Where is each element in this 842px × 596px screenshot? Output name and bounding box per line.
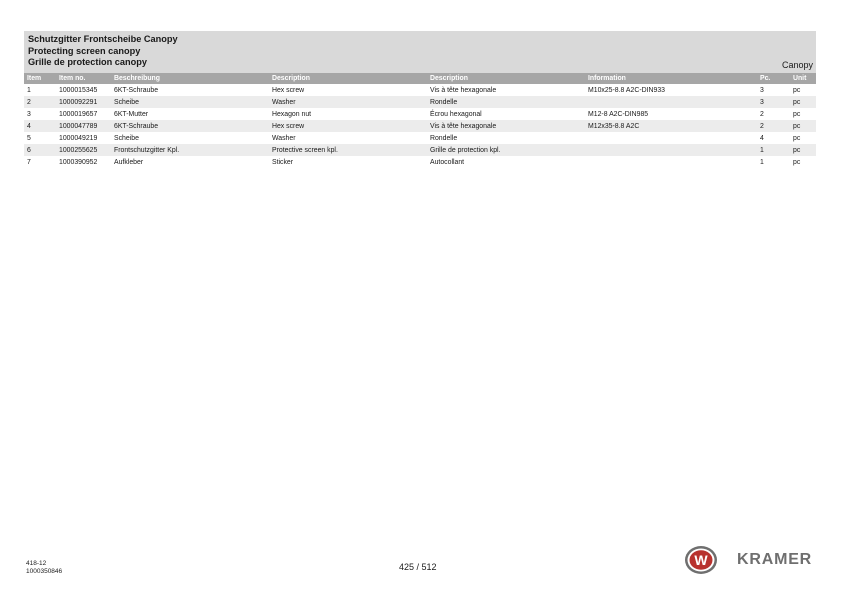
brand-logo-text: KRAMER (737, 551, 813, 568)
cell-pc: 4 (760, 134, 764, 142)
logo-letter: W (694, 552, 708, 568)
table-row (24, 132, 816, 144)
table-header-row (24, 73, 816, 84)
cell-information (585, 132, 757, 144)
table-row (24, 120, 816, 132)
wacker-neuson-logo-icon (684, 545, 718, 575)
cell-item: 7 (27, 158, 31, 166)
column-header-beschreibung: Beschreibung (111, 73, 269, 84)
cell-description-fr: Autocollant (430, 158, 465, 166)
cell-pc: 3 (760, 86, 764, 94)
column-header-description-fr: Description (427, 73, 585, 84)
table-row (24, 144, 816, 156)
cell-item-no: 1000015345 (59, 86, 98, 94)
cell-item-no: 1000092291 (56, 96, 111, 108)
page-number: 425 / 512 (399, 562, 437, 572)
table-row (24, 96, 816, 108)
cell-pc: 2 (760, 110, 764, 118)
cell-pc: 2 (757, 120, 787, 132)
model-number: 418-12 (26, 560, 47, 567)
cell-beschreibung: Scheibe (114, 134, 139, 142)
cell-item: 4 (24, 120, 56, 132)
cell-information (585, 156, 757, 168)
cell-information (585, 144, 757, 156)
cell-unit: pc (787, 96, 816, 108)
title-french: Grille de protection canopy (28, 57, 147, 67)
cell-item-no: 1000390952 (59, 158, 98, 166)
column-header-description-en: Description (269, 73, 427, 84)
cell-description-fr: Écrou hexagonal (430, 110, 482, 118)
cell-beschreibung: Frontschutzgitter Kpl. (111, 144, 269, 156)
footer-doc-info (26, 560, 62, 576)
cell-pc: 1 (757, 144, 787, 156)
column-header-item-no: Item no. (56, 73, 111, 84)
cell-item: 6 (24, 144, 56, 156)
variant-label: Canopy (781, 60, 813, 70)
cell-pc: 1 (760, 158, 764, 166)
cell-information: M10x25-8.8 A2C-DIN933 (588, 86, 665, 94)
cell-item: 1 (27, 86, 31, 94)
column-header-item: Item (24, 73, 56, 84)
cell-description-fr: Grille de protection kpl. (427, 144, 585, 156)
cell-description-fr: Rondelle (427, 96, 585, 108)
cell-unit: pc (787, 120, 816, 132)
cell-unit: pc (793, 158, 801, 166)
cell-unit: pc (793, 110, 801, 118)
cell-description-fr: Vis à tête hexagonale (430, 86, 497, 94)
title-english: Protecting screen canopy (28, 46, 141, 56)
cell-item-no: 1000049219 (59, 134, 98, 142)
cell-description-fr: Rondelle (430, 134, 458, 142)
column-header-unit: Unit (787, 73, 816, 84)
cell-beschreibung: 6KT-Schraube (114, 86, 159, 94)
cell-description-en: Protective screen kpl. (269, 144, 427, 156)
table-row (24, 156, 816, 168)
cell-description-fr: Vis à tête hexagonale (427, 120, 585, 132)
title-german: Schutzgitter Frontscheibe Canopy (28, 34, 178, 44)
cell-unit: pc (793, 86, 801, 94)
cell-information (585, 96, 757, 108)
cell-beschreibung: 6KT-Mutter (114, 110, 149, 118)
document-number: 1000350846 (26, 568, 63, 575)
cell-unit: pc (793, 134, 801, 142)
cell-item: 5 (27, 134, 31, 142)
cell-description-en: Hex screw (269, 120, 427, 132)
cell-item: 3 (27, 110, 31, 118)
cell-description-en: Washer (272, 134, 296, 142)
column-header-pc: Pc. (757, 73, 787, 84)
cell-beschreibung: Scheibe (111, 96, 269, 108)
column-header-information: Information (585, 73, 757, 84)
cell-information: M12x35-8.8 A2C (585, 120, 757, 132)
cell-item: 2 (24, 96, 56, 108)
table-row (24, 108, 816, 120)
cell-item-no: 1000019657 (59, 110, 98, 118)
cell-unit: pc (787, 144, 816, 156)
cell-description-en: Hex screw (272, 86, 305, 94)
cell-description-en: Sticker (272, 158, 294, 166)
cell-item-no: 1000255625 (56, 144, 111, 156)
section-header (24, 31, 816, 73)
cell-beschreibung: 6KT-Schraube (111, 120, 269, 132)
cell-item-no: 1000047789 (56, 120, 111, 132)
table-row (24, 84, 816, 96)
parts-table (24, 73, 816, 168)
cell-information: M12-8 A2C-DIN985 (588, 110, 649, 118)
cell-description-en: Washer (269, 96, 427, 108)
cell-description-en: Hexagon nut (272, 110, 312, 118)
cell-pc: 3 (757, 96, 787, 108)
cell-beschreibung: Aufkleber (114, 158, 144, 166)
